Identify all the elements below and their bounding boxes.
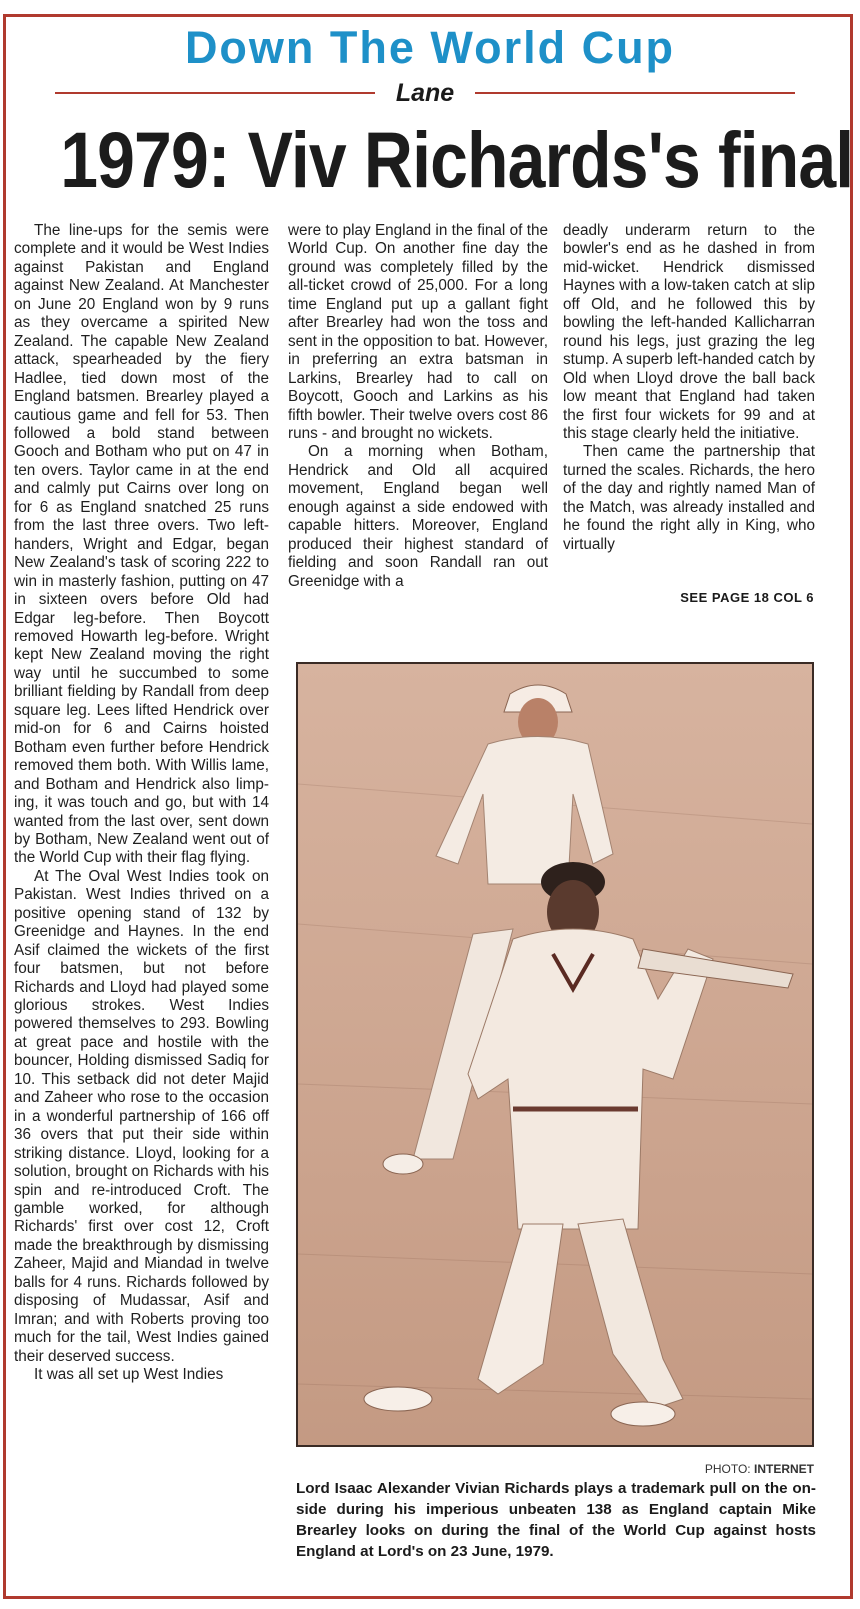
right-rule — [475, 92, 795, 94]
paragraph: At The Oval West Indies took on Pakistan. West Indies thrived on a positive opening stand of 132 by Greenidge and Haynes. In the end Asif claimed the wickets of the first four batsmen, but not before Richards and Lloyd had played some glorious strokes. West Indies powered themselves to 293. Bowling at great pace and hostile with the bouncer, Holding dismissed Sadiq for 10. This setback did not deter Majid and Zaheer who rose to the occasion in a wonderful partnership of 166 off 36 overs that put their side within striking distance. Lloyd, looking for a solution, brought on Richards with his spin and re-introduced Croft. The gamble worked, for although Richards' first over cost 12, Croft made the breakthrough by dismissing Zaheer, Majid and Miandad in twelve balls for 4 runs. Richards followed by disposing of Mudassar, Asif and Imran; and with Roberts proving too much for the tail, West Indies gained their deserved success. — [14, 867, 269, 1365]
photo-credit — [560, 1462, 814, 1476]
paragraph: It was all set up West Indies — [34, 1366, 224, 1384]
jump-reference: SEE PAGE 18 COL 6 — [680, 590, 814, 605]
article-column-3 — [563, 222, 815, 554]
paragraph: The line-ups for the semis were complete and it would be West Indies against Pakistan and England against New Zealand. At Manchester on June 20 England won by 9 runs as they overcame a spirited New Zealand. The capable New Zealand attack, spearheaded by the fiery Hadlee, tied down most of the England batsmen. Brearley played a cautious game and fell for 53. Then followed a bold stand between Gooch and Botham who put on 47 in ten overs. Taylor came in at the end and calmly put Cairns over long on for 6 as England snatched 25 runs from the last three overs. Two left-handers, Wright and Edgar, began New Zealand's task of scoring 222 to win in masterly fashion, putting on 47 in sixteen overs before Old had Edgar leg-before. Then Boycott removed Howarth leg-before. Wright kept New Zealand moving the right way until he succumbed to some brilliant fielding by Randall from deep square leg. Lees lifted Hendrick over mid-on for 6 and Cairns hoisted Botham even further before Hendrick removed them both. With Willis lame, and Botham and Hendrick also limping, it was touch and go, but with 14 wanted from the last over, sent down by Botham, New Zealand went out of the World Cup with their flag flying. — [14, 222, 269, 867]
headline: 1979: Viv Richards's final — [60, 115, 854, 204]
article-column-1 — [14, 222, 269, 1385]
series-lane: Lane — [395, 79, 455, 107]
paragraph-continued: were to play England in the final of the World Cup. On another fine day the ground was completely filled by the all-ticket crowd of 25,000. For a long time England put up a gallant fight after Brearley had won the toss and sent in the opposition to bat. However, in preferring an extra batsman in Larkins, Brearley had to call on Boycott, Gooch and Larkins as his fifth bowler. Their twelve overs cost 86 runs - and brought no wickets. — [288, 222, 548, 442]
paragraph: On a morning when Botham, Hendrick and Old all acquired movement, England began well enough against a side endowed with capable hitters. Moreover, England produced their highest standard of fielding and soon Randall ran out Greenidge with a — [288, 443, 548, 590]
paragraph-continued: deadly underarm return to the bowler's end as he dashed in from mid-wicket. Hendrick dismissed Haynes with a low-taken catch at slip off Old, and he followed this by bowling the left-handed Kallicharran round his legs, just grazing the leg stump. A superb left-handed catch by Old when Lloyd drove the ball back low meant that England had taken the first four wickets for 99 and at this stage clearly held the initiative. — [563, 222, 815, 442]
photo-credit-source: INTERNET — [754, 1462, 814, 1476]
series-kicker: Down The World Cup — [184, 22, 676, 73]
cricket-photo-illustration — [298, 664, 812, 1445]
article-column-2 — [288, 222, 548, 591]
photo-credit-label: PHOTO: — [704, 1462, 751, 1476]
match-photo — [296, 662, 814, 1447]
lane-rule-row — [55, 78, 795, 108]
paragraph: Then came the partnership that turned the scales. Richards, the hero of the day and rightly named Man of the Match, was already installed and he found the right ally in King, who virtually — [563, 443, 815, 553]
photo-caption: Lord Isaac Alexander Vivian Richards plays a trademark pull on the on-side during his imperious unbeaten 138 as England captain Mike Brearley looks on during the final of the World Cup against hosts England at Lord's on 23 June, 1979. — [296, 1480, 816, 1560]
